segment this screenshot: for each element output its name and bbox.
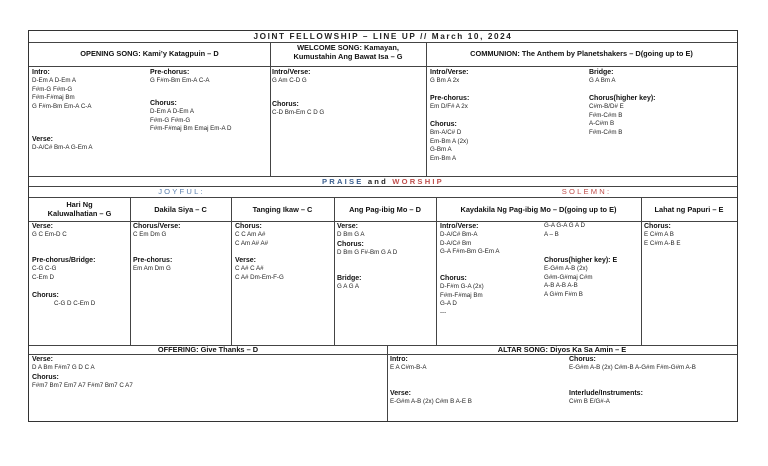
hari-title-line: Hari Ng [66, 200, 93, 209]
dakila-chorus [133, 222, 180, 240]
hari-prechorus [32, 256, 95, 282]
chord-line: E-G#m A-B (2x) C#m-B A-G#m F#m-G#m A-B [569, 364, 696, 371]
divider [130, 197, 131, 345]
welcome-song-title [270, 43, 426, 61]
chord-line: E-G#m A-B (2x) [544, 265, 588, 272]
chord-line: E A C#m-B-A [390, 364, 427, 371]
chord-line: G-Bm A [430, 146, 452, 154]
chord-line: C C Am A# [235, 231, 266, 238]
chord-line: F#m-G F#m-G [150, 116, 191, 124]
section-label: Intro/Verse: [272, 69, 311, 76]
divider [231, 197, 232, 345]
pagibig-verse [337, 222, 397, 257]
kaydakila-song-title: Kaydakila Ng Pag-ibig Mo – D(going up to E) [460, 205, 617, 214]
kaydakila-intro [440, 222, 499, 257]
communion-chorus-higher [589, 94, 656, 137]
chord-line: Em-Bm A (2x) [430, 137, 469, 145]
chord-line: C#m-B/D# E [589, 103, 624, 110]
dakila-song-title: Dakila Siya – C [154, 205, 207, 214]
kaydakila-intro-right [544, 222, 585, 239]
chord-line: D A Bm F#m7 G D C A [32, 364, 95, 371]
section-label: Verse: [390, 390, 412, 397]
chord-line: Bm-A/C# D [430, 129, 462, 136]
welcome-title-line: WELCOME SONG: Kamayan, [297, 43, 399, 52]
altar-song-title: ALTAR SONG: Diyos Ka Sa Amin – E [497, 345, 627, 354]
section-label: Intro: [32, 69, 50, 76]
section-label: Chorus: [337, 240, 364, 248]
solemn-heading: SOLEMN: [561, 187, 612, 196]
lineup-sheet [28, 30, 738, 422]
opening-prechorus [150, 68, 209, 86]
communion-bridge [589, 68, 615, 86]
chord-line: G-A G-A G A D [544, 222, 585, 229]
divider [29, 197, 737, 198]
hari-song-title [29, 200, 130, 218]
chord-line: Em D/F# A 2x [430, 103, 468, 110]
section-label: Chorus: [569, 356, 596, 363]
kaydakila-chorus [440, 274, 484, 317]
lahat-chorus [644, 222, 680, 248]
section-label: Chorus: [644, 223, 671, 230]
chord-line: D-A/C# Bm-A G-Em A [32, 144, 93, 151]
section-label: Verse: [32, 223, 54, 230]
section-label: Chorus: [150, 100, 177, 107]
joyful-heading: JOYFUL: [158, 187, 205, 196]
chord-line: --- [440, 308, 447, 316]
communion-song-title: COMMUNION: The Anthem by Planetshakers – D(going up to E) [470, 49, 693, 58]
chord-line: E C#m A B [644, 231, 674, 238]
section-label: Bridge: [589, 69, 614, 76]
chord-line: G A Bm A [589, 77, 616, 84]
chord-line: D-A/C# Bm [440, 239, 472, 247]
section-label: Verse: [32, 136, 54, 143]
chord-line: A-C#m B [589, 120, 615, 128]
section-label: Chorus/Verse: [133, 223, 181, 230]
chord-line: E-G#m A-B (2x) C#m B A-E B [390, 398, 472, 405]
communion-chorus [430, 120, 468, 163]
kaydakila-chorus-higher [544, 256, 617, 299]
chord-line: G A G A [337, 283, 360, 290]
page-title: JOINT FELLOWSHIP – LINE UP // March 10, 2024 [253, 32, 513, 41]
chord-line: D-A/C# Bm-A [440, 231, 478, 238]
section-label: Pre-chorus: [430, 95, 470, 102]
section-label: Intro: [390, 356, 408, 363]
section-label: Chorus(higher key): [589, 95, 656, 102]
opening-chorus [150, 99, 231, 134]
chord-line: G Bm A 2x [430, 77, 460, 84]
tanging-verse [235, 256, 284, 282]
chord-line: F#m-G F#m-G [32, 85, 73, 93]
tanging-song-title: Tanging Ikaw – C [252, 205, 313, 214]
chord-line: G C Em-D C [32, 231, 67, 238]
chord-line: G F#m-Bm Em-A C-A [32, 102, 92, 110]
chord-line: G F#m-Bm Em-A C-A [150, 77, 210, 84]
chord-line: Em Am Dm G [133, 265, 171, 272]
altar-chorus [569, 355, 696, 373]
section-label: Pre-chorus/Bridge: [32, 257, 96, 264]
section-label: Verse: [337, 223, 359, 230]
altar-verse [390, 389, 472, 407]
divider [426, 42, 427, 176]
welcome-intro [272, 68, 311, 86]
section-label: Bridge: [337, 275, 362, 282]
chord-line: G#m-G#maj C#m [544, 273, 593, 281]
chord-line: G-A F#m-Bm G-Em A [440, 248, 500, 256]
chord-line: E C#m A-B E [644, 239, 681, 247]
offering-verse [32, 355, 133, 390]
chord-line: C Am A# A# [235, 239, 269, 247]
chord-line: C Em Dm G [133, 231, 167, 238]
welcome-title-line: Kumustahin Ang Bawat Isa – G [293, 52, 403, 61]
chord-line: D-F#m G-A (2x) [440, 283, 484, 290]
divider [641, 197, 642, 345]
lahat-song-title: Lahat ng Papuri – E [654, 205, 724, 214]
hari-chorus [32, 291, 95, 309]
welcome-chorus [272, 100, 324, 118]
hari-verse [32, 222, 67, 240]
praise-word: PRAISE [322, 177, 364, 186]
chord-line: F#m-F#maj Bm [440, 291, 483, 299]
hari-title-line: Kaluwalhatian – G [47, 209, 112, 218]
chord-line: C-Em D [32, 273, 54, 281]
chord-line: C-D Bm-Em C D G [272, 109, 325, 116]
worship-word: WORSHIP [392, 177, 444, 186]
section-label: Verse: [32, 356, 54, 363]
chord-line: G Am C-D G [272, 77, 307, 84]
chord-line: C A# C A# [235, 265, 264, 272]
chord-line: F#m-C#m B [589, 128, 623, 136]
offering-song-title: OFFERING: Give Thanks – D [157, 345, 259, 354]
chord-line: A G#m F#m B [544, 290, 583, 298]
section-label: Chorus: [32, 373, 59, 381]
section-label: Interlude/Instruments: [569, 390, 643, 397]
section-label: Intro/Verse: [440, 223, 479, 230]
chord-line: F#m-F#maj Bm [32, 94, 75, 102]
divider [436, 197, 437, 345]
dakila-prechorus [133, 256, 172, 274]
chord-line: F#m7 Bm7 Em7 A7 F#m7 Bm7 C A7 [32, 381, 133, 389]
divider [270, 42, 271, 176]
section-label: Chorus: [440, 275, 467, 282]
section-label: Verse: [235, 257, 257, 264]
opening-intro [32, 68, 91, 111]
section-label: Chorus: [235, 223, 262, 230]
section-label: Chorus: [272, 101, 299, 108]
section-label: Intro/Verse: [430, 69, 469, 76]
pagibig-song-title: Ang Pag-ibig Mo – D [349, 205, 421, 214]
section-label: Pre-chorus: [150, 69, 190, 76]
pagibig-bridge [337, 274, 362, 292]
divider [387, 345, 388, 421]
altar-intro [390, 355, 426, 373]
opening-song-title: OPENING SONG: Kami’y Katagpuin – D [80, 49, 219, 58]
chord-line: F#m-C#m B [589, 111, 623, 119]
chord-line: C-G D C-Em D [54, 300, 96, 307]
praise-worship-heading [29, 177, 737, 186]
communion-prechorus [430, 94, 469, 112]
chord-line: D-Em A D-Em A [32, 77, 77, 84]
section-label: Chorus(higher key): E [544, 257, 618, 264]
altar-interlude [569, 389, 643, 407]
chord-line: F#m-F#maj Bm Emaj Em-A D [150, 125, 232, 133]
chord-line: Em-Bm A [430, 154, 457, 162]
divider [334, 197, 335, 345]
chord-line: C A# Dm-Em-F-G [235, 273, 284, 281]
divider [29, 66, 737, 67]
tanging-chorus [235, 222, 268, 248]
chord-line: D-Em A D-Em A [150, 108, 195, 115]
communion-intro [430, 68, 469, 86]
chord-line: D Bm G A [337, 231, 365, 238]
chord-line: D Bm G F#-Bm G A D [337, 248, 398, 256]
chord-line: G-A D [440, 300, 457, 308]
chord-line: A-B A-B A-B [544, 282, 578, 290]
chord-line: C-G C-G [32, 265, 57, 272]
opening-verse [32, 135, 93, 153]
chord-line: A – B [544, 230, 559, 238]
section-label: Chorus: [430, 121, 457, 128]
section-label: Pre-chorus: [133, 257, 173, 264]
chord-line: C#m B E/G#-A [569, 398, 610, 405]
and-word: and [367, 177, 388, 186]
section-label: Chorus: [32, 292, 59, 299]
